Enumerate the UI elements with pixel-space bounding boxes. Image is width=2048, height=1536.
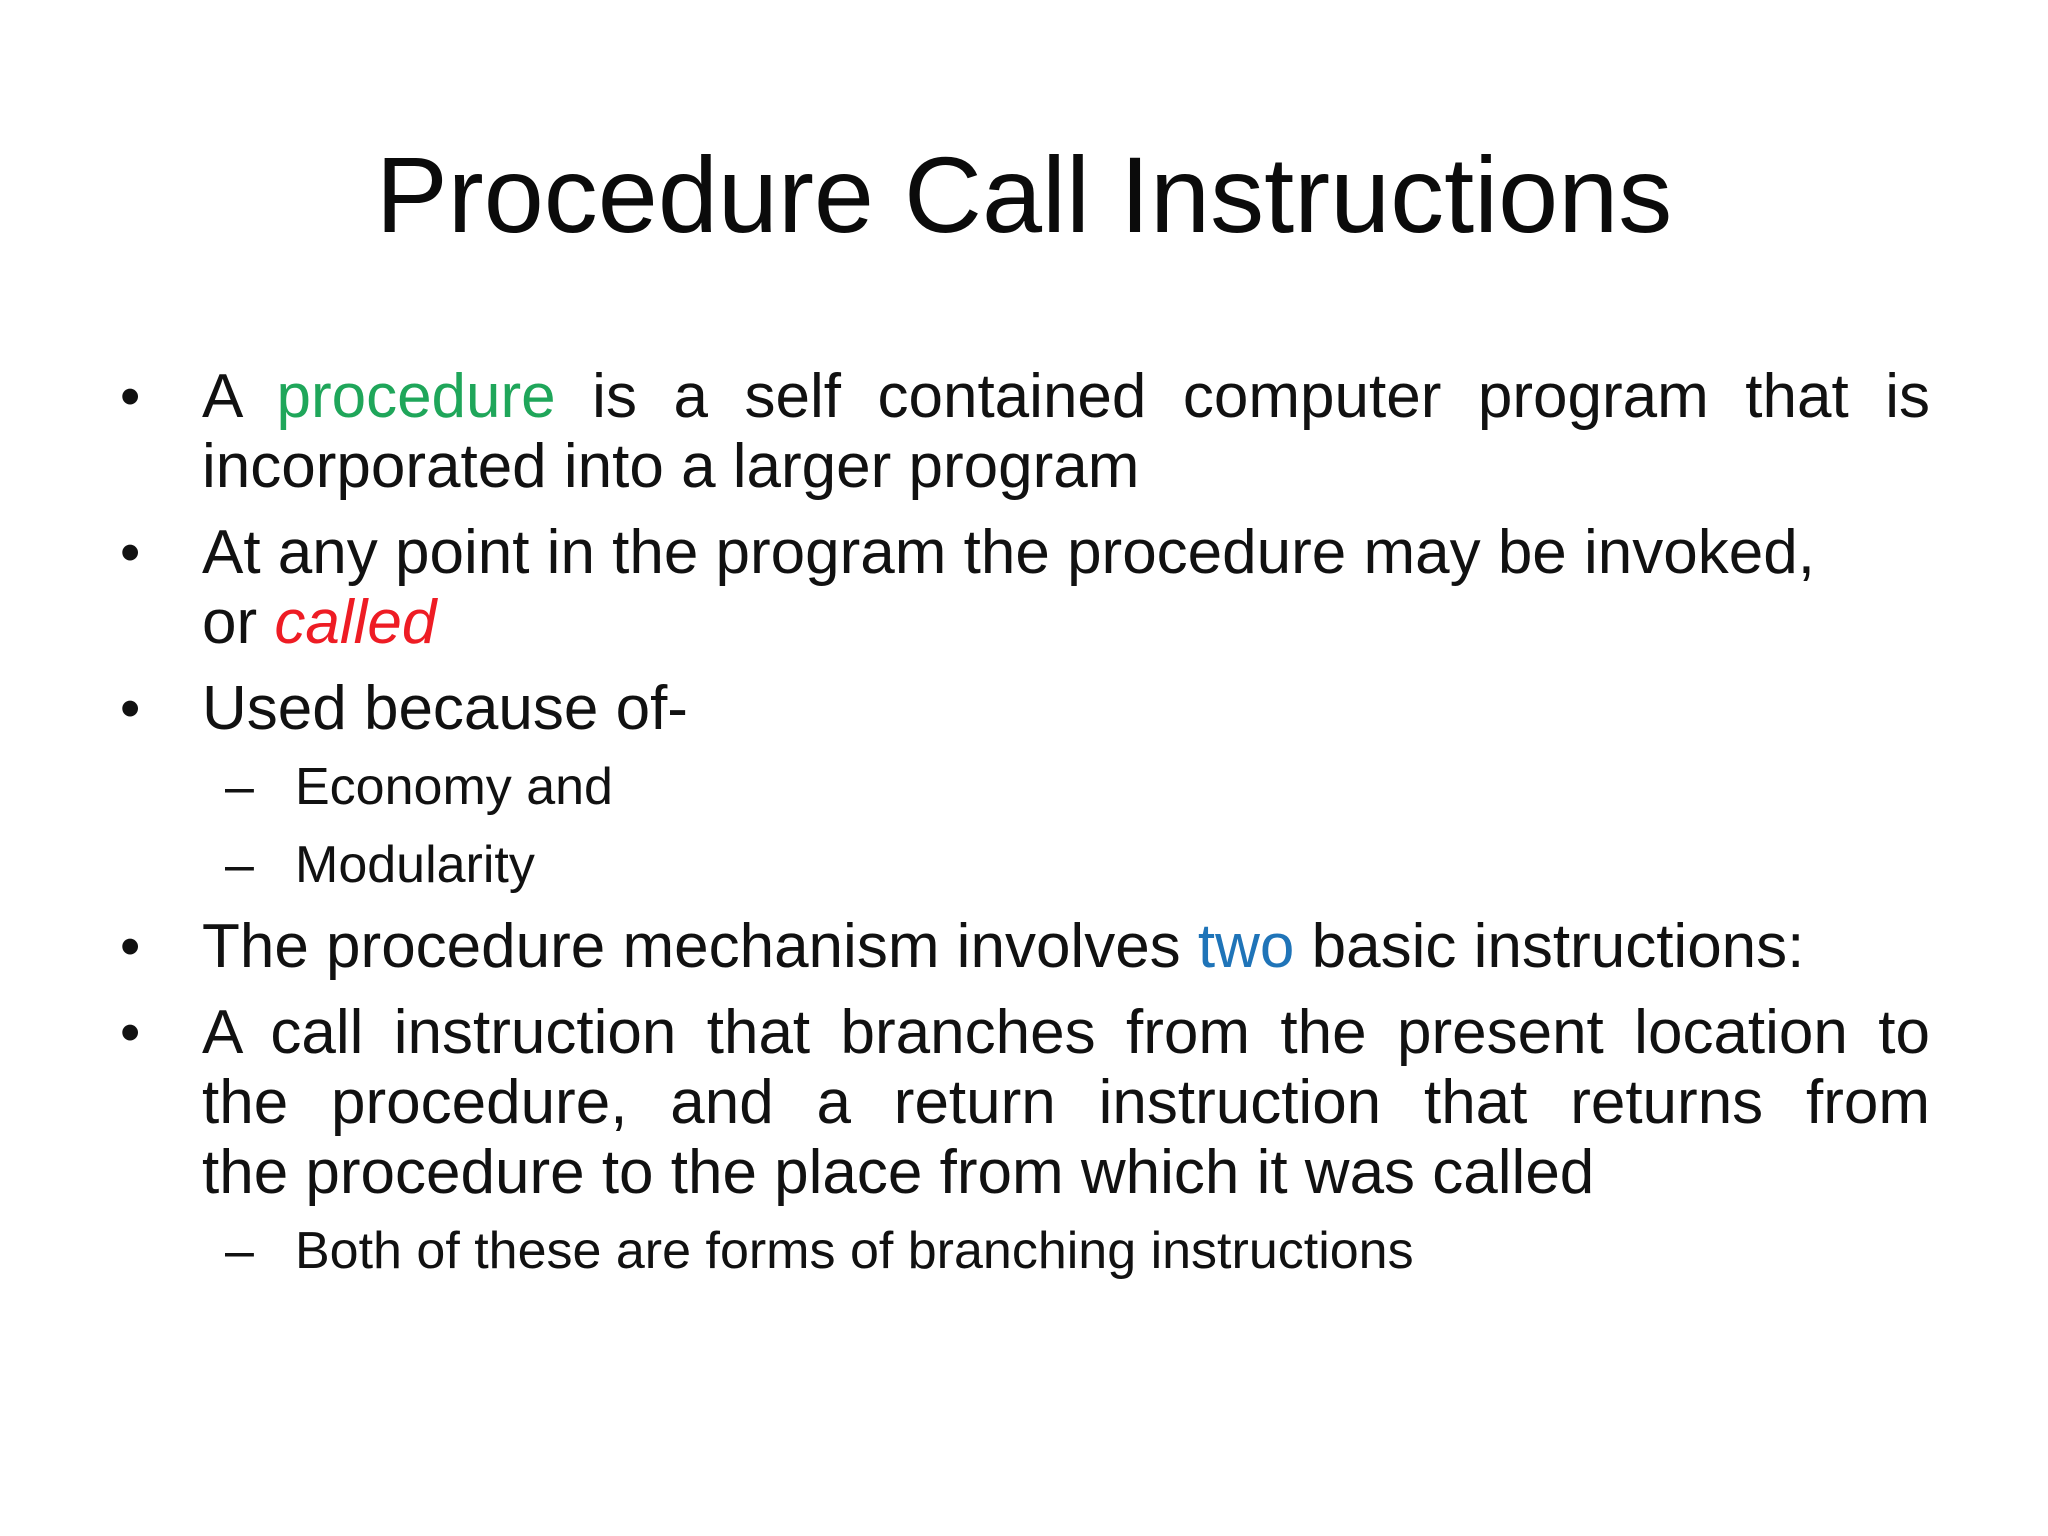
sub-item-economy: [115, 748, 1930, 826]
sub-item-branching: [115, 1212, 1930, 1290]
bullet-text: A: [202, 362, 277, 431]
bullet-item-mechanism: [115, 912, 1930, 982]
bullet-list: [115, 362, 1930, 1290]
sub-item-text: Economy and: [295, 758, 613, 816]
highlight-two: two: [1197, 912, 1295, 981]
highlight-called: called: [274, 588, 437, 657]
bullet-icon: •: [120, 676, 141, 741]
bullet-line: [202, 362, 1930, 432]
bullet-item-used-because: [115, 674, 1930, 744]
sub-item-text: Modularity: [295, 836, 535, 894]
bullet-text: or: [202, 588, 275, 657]
bullet-icon: •: [120, 1000, 141, 1065]
bullet-text: basic instructions:: [1294, 912, 1805, 981]
bullet-item-call-return: [115, 998, 1930, 1208]
bullet-line: A call instruction that branches from the present location to: [202, 998, 1930, 1067]
sub-list: [115, 748, 1930, 904]
bullet-icon: •: [120, 520, 141, 585]
bullet-icon: •: [120, 364, 141, 429]
bullet-line: At any point in the program the procedure may be invoked,: [202, 518, 1815, 587]
bullet-item-invoked: [115, 518, 1930, 658]
bullet-icon: •: [120, 914, 141, 979]
bullet-text: Used because of-: [202, 674, 688, 743]
sub-item-text: Both of these are forms of branching instructions: [295, 1222, 1414, 1280]
sub-list: [115, 1212, 1930, 1290]
bullet-text: is a self contained computer program that is: [555, 362, 1930, 431]
slide-title: Procedure Call Instructions: [375, 134, 1673, 255]
bullet-text: The procedure mechanism involves: [202, 912, 1198, 981]
bullet-item-procedure: [115, 362, 1930, 502]
bullet-line: incorporated into a larger program: [202, 432, 1140, 501]
sub-item-modularity: [115, 826, 1930, 904]
bullet-line: [202, 588, 1930, 658]
highlight-procedure: procedure: [276, 362, 556, 431]
bullet-line: the procedure to the place from which it was called: [202, 1138, 1595, 1207]
dash-icon: –: [225, 836, 254, 894]
bullet-line: the procedure, and a return instruction that returns from: [202, 1068, 1930, 1137]
dash-icon: –: [225, 758, 254, 816]
dash-icon: –: [225, 1222, 254, 1280]
